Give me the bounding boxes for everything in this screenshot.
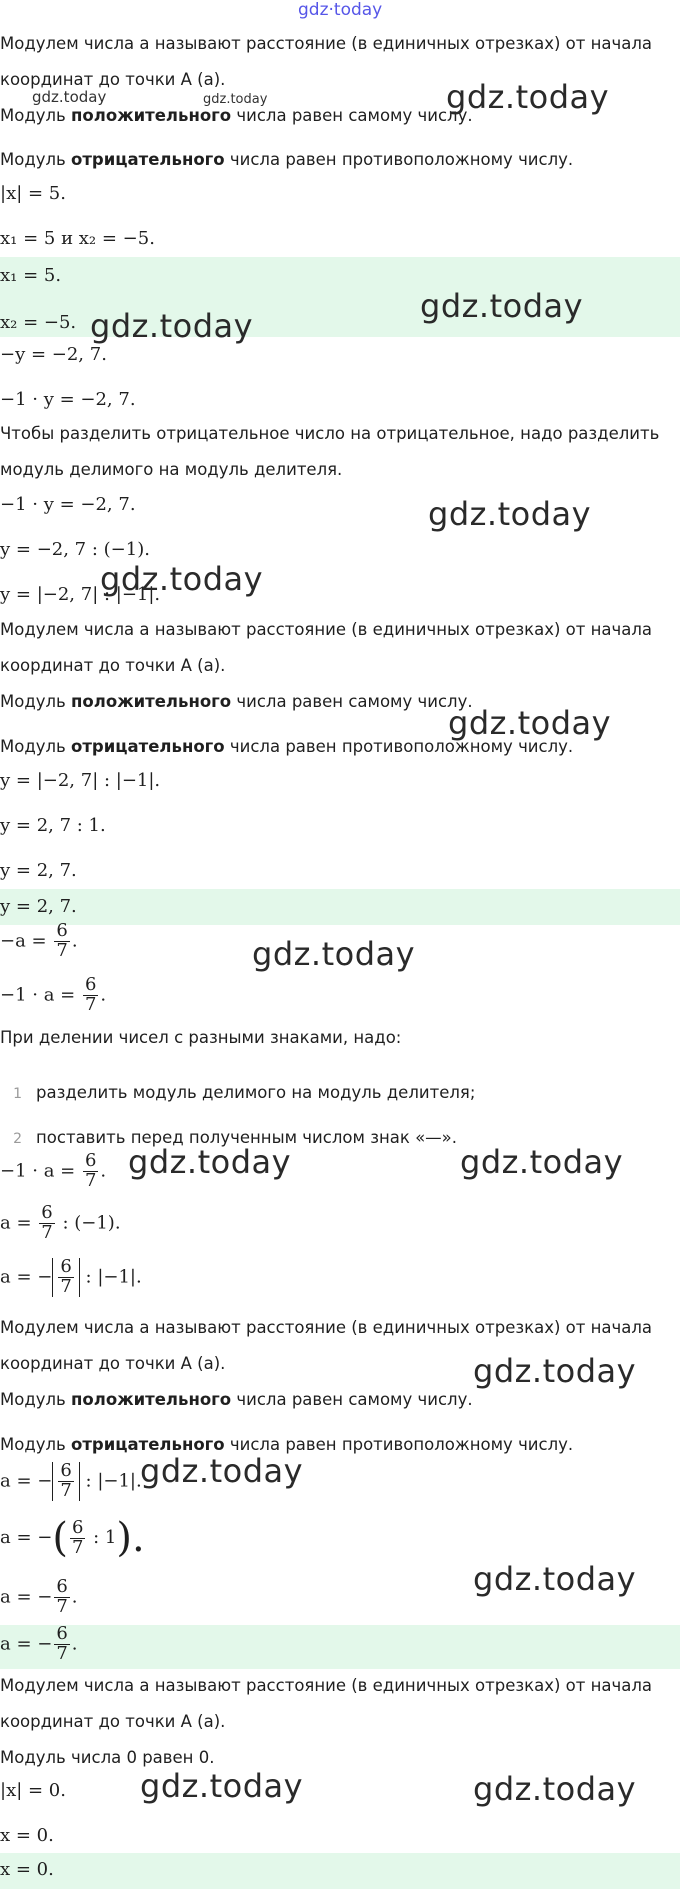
equation: −1 · a = $\frac{6}{7}$ . bbox=[0, 1150, 107, 1191]
answer-highlight bbox=[0, 889, 680, 925]
definition-line: координат до точки A (a). bbox=[0, 1712, 226, 1731]
watermark: gdz.today bbox=[428, 495, 592, 533]
definition-line: Модулем числа a называют расстояние (в единичных отрезках) от начала bbox=[0, 1676, 653, 1695]
watermark: gdz.today bbox=[128, 1143, 292, 1181]
negative-rule: Модуль отрицательного числа равен противоположному числу. bbox=[0, 150, 574, 169]
watermark: gdz.today bbox=[140, 1767, 304, 1805]
answer-highlight bbox=[0, 1853, 680, 1889]
equation: −1 · y = −2, 7. bbox=[0, 494, 136, 515]
watermark: gdz.today bbox=[473, 1770, 637, 1808]
equation: x₂ = −5. bbox=[0, 312, 77, 333]
equation: y = 2, 7 : 1. bbox=[0, 815, 106, 836]
watermark: gdz.today bbox=[473, 1352, 637, 1390]
equation: x = 0. bbox=[0, 1859, 54, 1880]
equation: a = − $\frac{6}{7}$ . bbox=[0, 1623, 78, 1664]
equation: |x| = 5. bbox=[0, 183, 66, 204]
positive-rule: Модуль положительного числа равен самому числу. bbox=[0, 1390, 473, 1409]
definition-line: координат до точки A (a). bbox=[0, 1354, 226, 1373]
watermark: gdz.today bbox=[473, 1560, 637, 1598]
list-item: 2 поставить перед полученным числом знак «—». bbox=[13, 1128, 458, 1147]
definition-line: Модулем числа a называют расстояние (в единичных отрезках) от начала bbox=[0, 34, 653, 53]
equation: a = $\frac{6}{7}$ : (−1). bbox=[0, 1202, 121, 1243]
equation: x₁ = 5 и x₂ = −5. bbox=[0, 228, 155, 249]
equation: −a = $\frac{6}{7}$ . bbox=[0, 920, 78, 961]
watermark: gdz.today bbox=[252, 935, 416, 973]
definition-line: Модулем числа a называют расстояние (в единичных отрезках) от начала bbox=[0, 620, 653, 639]
equation: −1 · a = $\frac{6}{7}$ . bbox=[0, 974, 107, 1015]
watermark: gdz.today bbox=[100, 560, 264, 598]
equation: a = − $\frac{6}{7}$ . bbox=[0, 1576, 78, 1617]
definition-line: координат до точки A (a). bbox=[0, 656, 226, 675]
equation: y = 2, 7. bbox=[0, 860, 77, 881]
division-rule: Чтобы разделить отрицательное число на отрицательное, надо разделить bbox=[0, 424, 660, 443]
equation: y = |−2, 7| : |−1|. bbox=[0, 584, 161, 605]
definition-line: координат до точки A (a). bbox=[0, 70, 226, 89]
equation: y = −2, 7 : (−1). bbox=[0, 539, 150, 560]
equation: x₁ = 5. bbox=[0, 265, 62, 286]
answer-highlight bbox=[0, 1625, 680, 1669]
equation: −1 · y = −2, 7. bbox=[0, 389, 136, 410]
division-rule: модуль делимого на модуль делителя. bbox=[0, 460, 343, 479]
watermark: gdz.today bbox=[460, 1143, 624, 1181]
zero-rule: Модуль числа 0 равен 0. bbox=[0, 1748, 215, 1767]
negative-rule: Модуль отрицательного числа равен противоположному числу. bbox=[0, 737, 574, 756]
equation: a = − $\frac{6}{7}$ : |−1|. bbox=[0, 1460, 142, 1501]
equation: a = −( $\frac{6}{7}$ : 1). bbox=[0, 1515, 145, 1561]
equation: |x| = 0. bbox=[0, 1780, 66, 1801]
list-item: 1 разделить модуль делимого на модуль делителя; bbox=[13, 1083, 476, 1102]
watermark: gdz.today bbox=[448, 704, 612, 742]
definition-line: Модулем числа a называют расстояние (в единичных отрезках) от начала bbox=[0, 1318, 653, 1337]
equation: y = 2, 7. bbox=[0, 896, 77, 917]
watermark: gdz.today bbox=[90, 307, 254, 345]
watermark: gdz.today bbox=[420, 287, 584, 325]
positive-rule: Модуль положительного числа равен самому числу. bbox=[0, 106, 473, 125]
positive-rule: Модуль положительного числа равен самому числу. bbox=[0, 692, 473, 711]
watermark: gdz.today bbox=[140, 1452, 304, 1490]
watermark: gdz.today bbox=[203, 92, 268, 107]
equation: y = |−2, 7| : |−1|. bbox=[0, 770, 161, 791]
top-watermark: gdz·today bbox=[298, 0, 383, 20]
watermark: gdz.today bbox=[32, 88, 107, 106]
equation: a = − $\frac{6}{7}$ : |−1|. bbox=[0, 1256, 142, 1297]
mixed-signs-intro: При делении чисел с разными знаками, надо: bbox=[0, 1028, 402, 1047]
equation: −y = −2, 7. bbox=[0, 344, 107, 365]
equation: x = 0. bbox=[0, 1825, 54, 1846]
negative-rule: Модуль отрицательного числа равен противоположному числу. bbox=[0, 1435, 574, 1454]
watermark: gdz.today bbox=[446, 78, 610, 116]
